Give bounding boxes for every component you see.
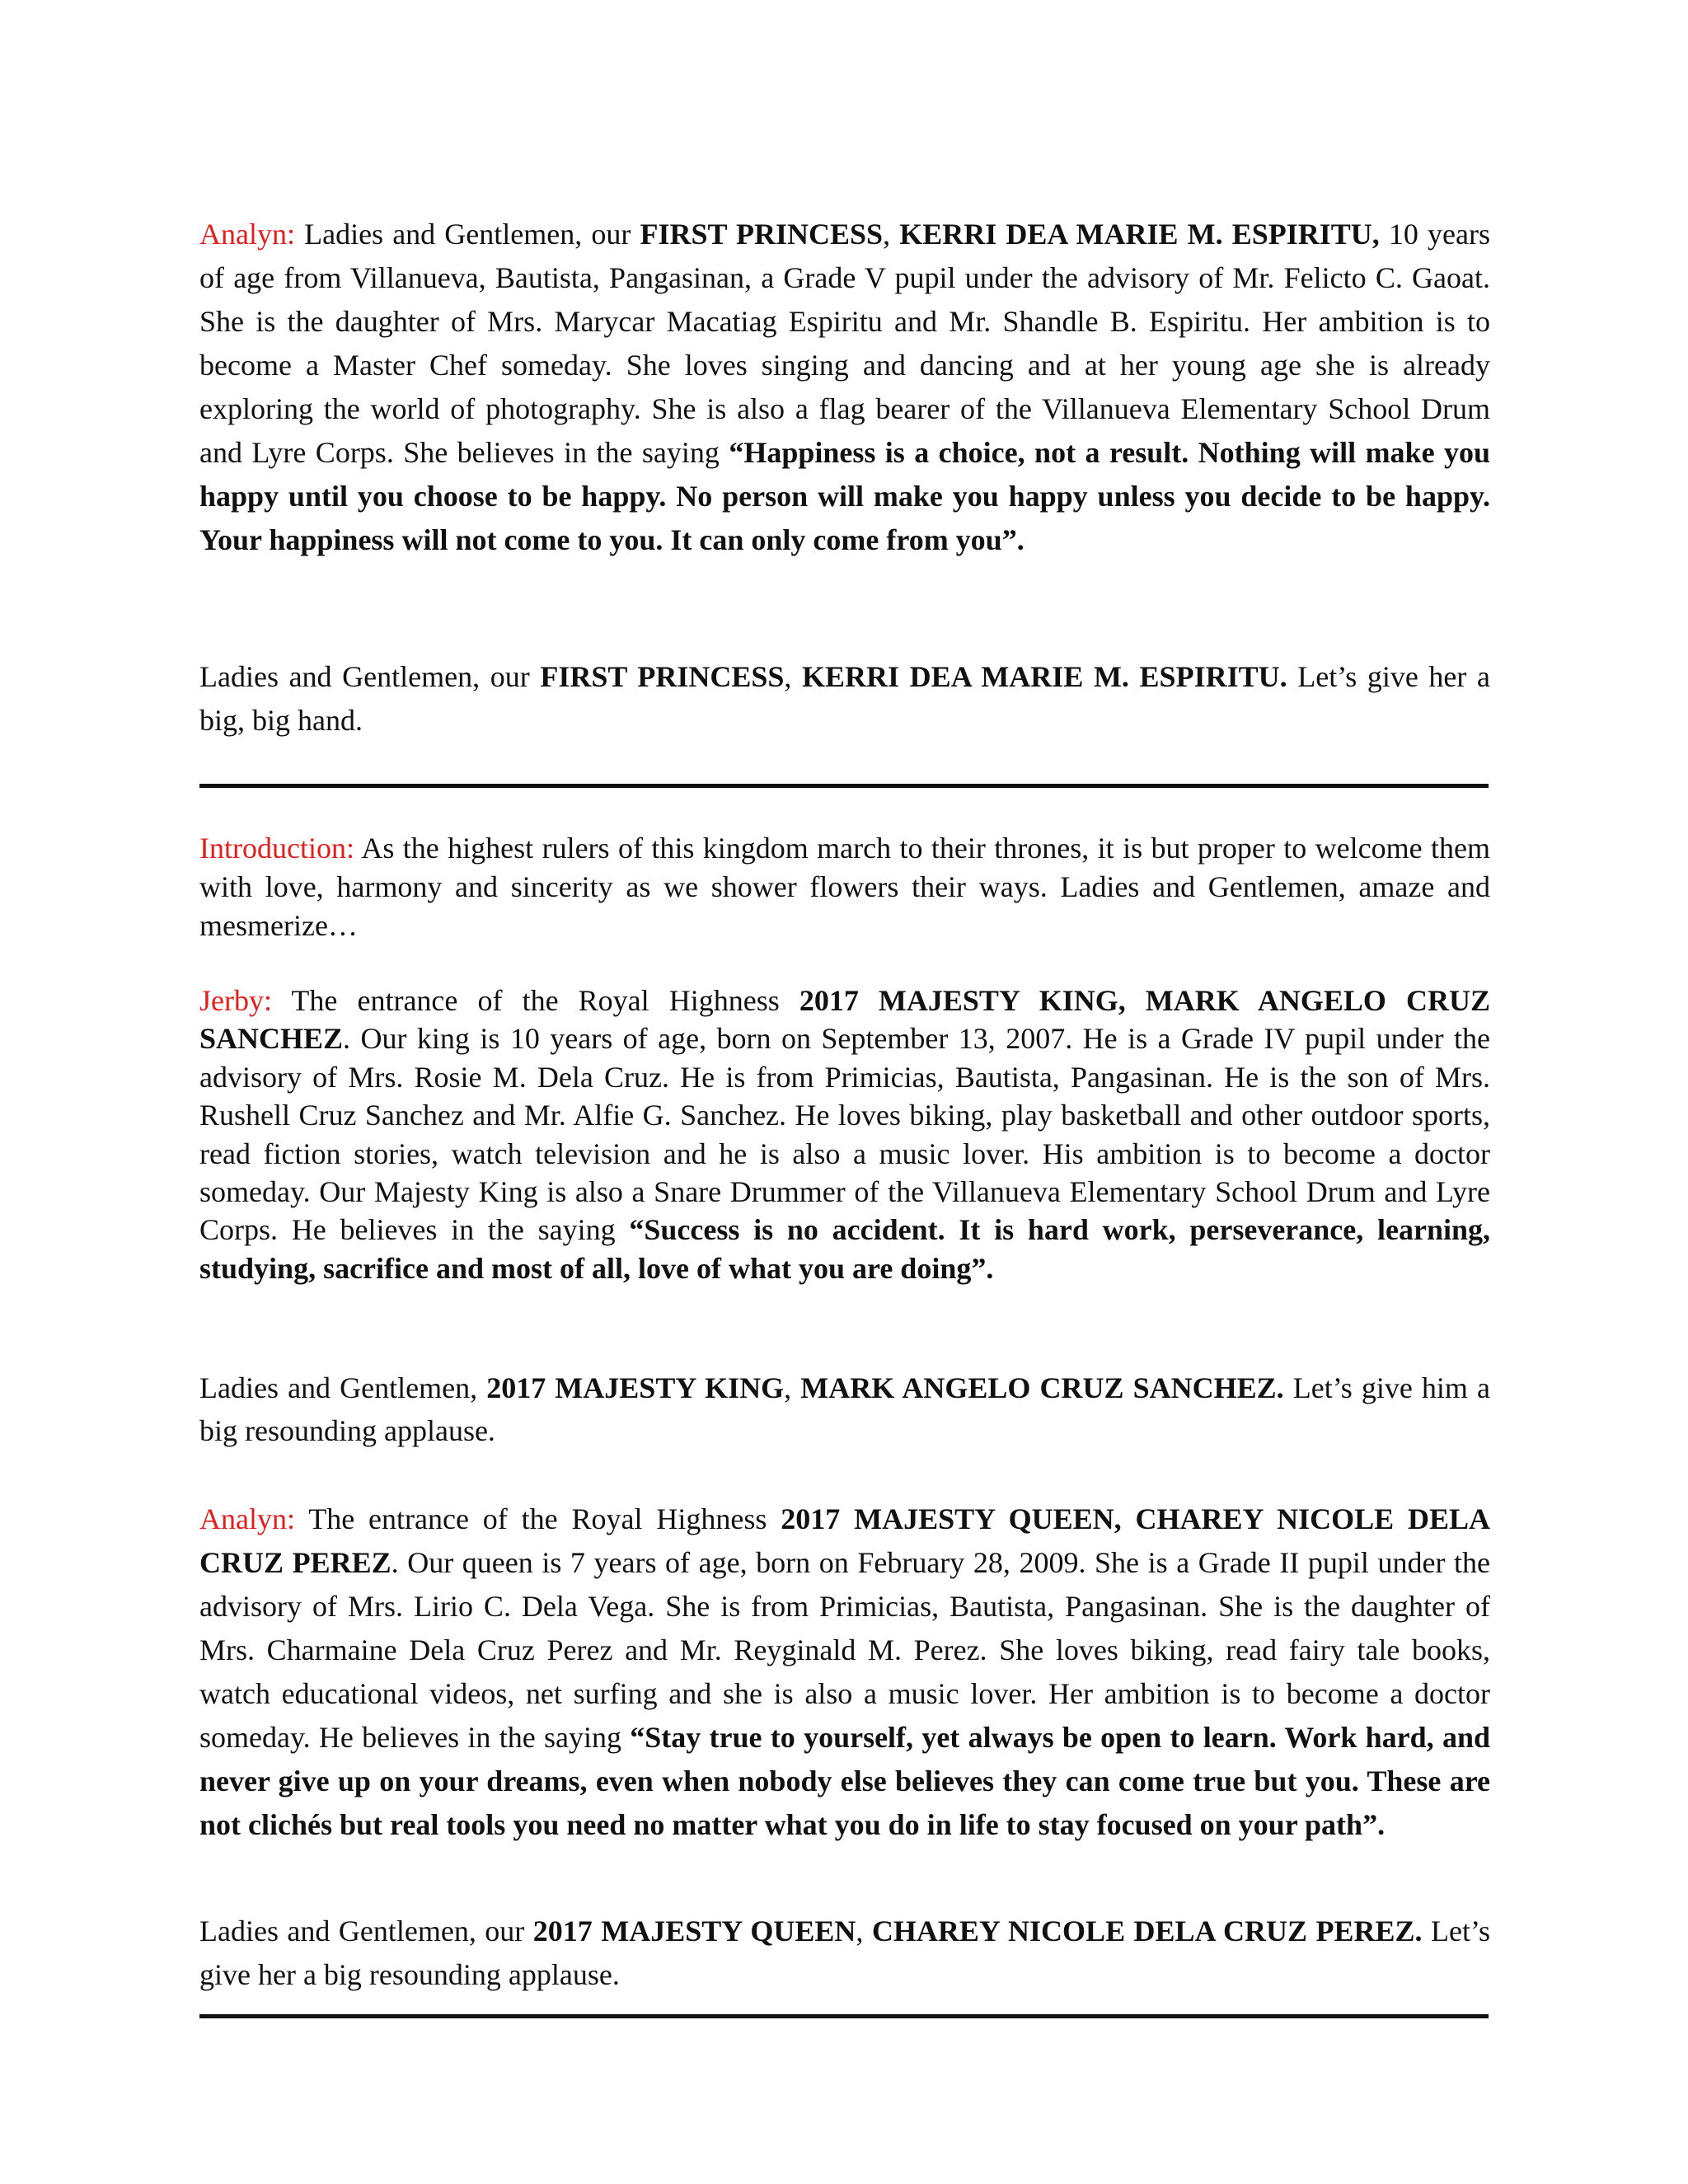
body-text: . Our queen is 7 years of age, born on February 28, 2009. She is a Grade II pupil under the advisory of Mrs. Lirio C. Dela Vega. She is from Primicias, Bautista, Pangasinan. She is the daughter of Mrs. Charmaine Dela Cruz Perez and Mr. Reyginald M. Perez. She loves biking, read fairy tale books, watch educational videos, net surfing and she is also a music lover. Her ambition is to become a doctor someday. He believes in the saying [199,1546,1490,1754]
body-text: Ladies and Gentlemen, [199,1371,487,1404]
body-text: As the highest rulers of this kingdom march to their thrones, it is but proper to welcome them with love, harmony and sincerity as we shower flowers their ways. Ladies and Gentlemen, amaze and mesmerize… [199,832,1490,942]
section-divider [199,784,1489,788]
majesty-king-closing [199,1366,1490,1452]
body-text: , [883,218,900,251]
name-text: KERRI DEA MARIE M. ESPIRITU, [899,218,1380,251]
body-text: 10 years of age from Villanueva, Bautista, Pangasinan, a Grade V pupil under the advisory of Mr. Felicto C. Gaoat. She is the daughter of Mrs. Marycar Macatiag Espiritu and Mr. Shandle B. Espiritu. Her ambition is to become a Master Chef someday. She loves singing and dancing and at her young age she is already exploring the world of photography. She is also a flag bearer of the Villanueva Elementary School Drum and Lyre Corps. She believes in the saying [199,218,1490,469]
name-text: KERRI DEA MARIE M. ESPIRITU. [802,660,1287,693]
body-text: Ladies and Gentlemen, our [199,1915,533,1947]
speaker-label: Jerby: [199,984,272,1017]
body-text: The entrance of the Royal Highness [294,1502,781,1535]
body-text: Ladies and Gentlemen, our [294,218,640,251]
body-text: Let’s give her a big, big hand. [199,660,1490,737]
quote-text: “Success is no accident. It is hard work, perseverance, learning, studying, sacrifice and most of all, love of what you are doing”. [199,1213,1490,1285]
majesty-queen-closing [199,1910,1490,1997]
quote-text: “Happiness is a choice, not a result. Nothing will make you happy until you choose to be happy. No person will make you happy unless you decide to be happy. Your happiness will not come to you. It can only come from you”. [199,436,1491,556]
title-text: FIRST PRINCESS [640,218,884,251]
name-text: CHAREY NICOLE DELA CRUZ PEREZ. [871,1915,1423,1947]
body-text: Let’s give her a big resounding applause. [199,1915,1491,1991]
quote-text: “Stay true to yourself, yet always be open to learn. Work hard, and never give up on your dreams, even when nobody else believes they can come true but you. These are not clichés but real tools you need no matter what you do in life to stay focused on your path”. [199,1721,1491,1841]
body-text: , [784,660,803,693]
title-text: FIRST PRINCESS [540,660,785,693]
speaker-label: Analyn: [199,218,295,251]
body-text: Ladies and Gentlemen, our [199,660,541,693]
royal-entrance-introduction [199,829,1490,945]
speaker-label: Analyn: [199,1502,295,1535]
first-princess-closing [199,655,1490,743]
majesty-queen-introduction [199,1497,1490,1847]
body-text: , [784,1371,801,1404]
title-text: 2017 MAJESTY QUEEN [532,1915,856,1947]
title-text: 2017 MAJESTY KING [486,1371,785,1404]
body-text: , [856,1915,872,1947]
title-text: 2017 MAJESTY QUEEN, CHAREY NICOLE DELA CRUZ PEREZ [199,1502,1490,1579]
speaker-label: Introduction: [199,832,354,865]
majesty-king-introduction [199,982,1490,1287]
body-text: Let’s give him a big resounding applause. [199,1371,1490,1447]
section-divider [199,2014,1489,2018]
name-text: MARK ANGELO CRUZ SANCHEZ. [800,1371,1284,1404]
title-text: 2017 MAJESTY KING, MARK ANGELO CRUZ SANCHEZ [199,984,1491,1056]
first-princess-introduction [199,213,1490,562]
body-text: The entrance of the Royal Highness [271,984,799,1017]
body-text: . Our king is 10 years of age, born on September 13, 2007. He is a Grade IV pupil under the advisory of Mrs. Rosie M. Dela Cruz. He is from Primicias, Bautista, Pangasinan. He is the son of Mrs. Rushell Cruz Sanchez and Mr. Alfie G. Sanchez. He loves biking, play basketball and other outdoor sports, read fiction stories, watch television and he is also a music lover. His ambition is to become a doctor someday. Our Majesty King is also a Snare Drummer of the Villanueva Elementary School Drum and Lyre Corps. He believes in the saying [199,1022,1490,1247]
